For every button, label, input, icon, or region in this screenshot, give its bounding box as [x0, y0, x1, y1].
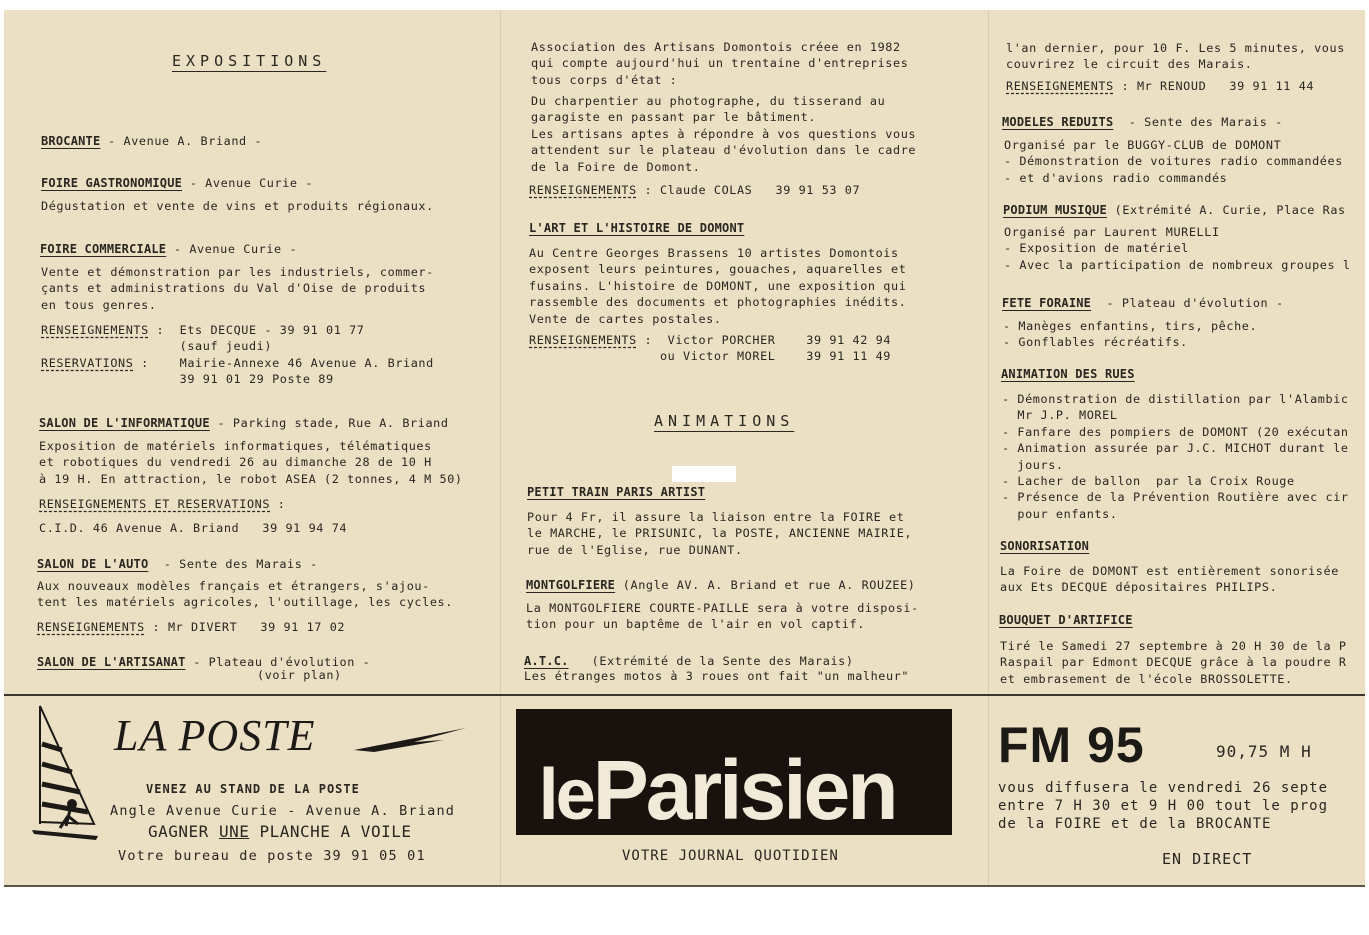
salon-artisanat-sub: (voir plan) — [257, 668, 342, 682]
petit-train-body: Pour 4 Fr, il assure la liaison entre la FOIRE et le MARCHE, le PRISUNIC, la POSTE, ANCIENNE MAIRIE, rue de l'Eglise, rue DUNANT. — [527, 510, 913, 557]
montgolfiere-body: La MONTGOLFIERE COURTE-PAILLE sera à votre disposi- tion pour un baptême de l'air en vol captif. — [526, 601, 919, 632]
bouquet-body: Tiré le Samedi 27 septembre à 20 H 30 de la P Raspail par Edmont DECQUE grâce à la poudre R et embrasement de l'école BROSSOLETTE. — [1000, 639, 1347, 686]
la-poste-line4: Votre bureau de poste 39 91 05 01 — [118, 848, 426, 864]
atc-body: Les étranges motos à 3 roues ont fait "un malheur" — [524, 669, 910, 683]
animation-rues-body: - Démonstration de distillation par l'Alambic Mr J.P. MOREL - Fanfare des pompiers de DOMONT (20 exécutan - Animation assurée par J.C. MICHOT durant le jours. - Lacher de ballon par la Croix Rouge - Présence de la Prévention Routière avec cir pour enfants. — [1002, 392, 1349, 521]
white-patch — [672, 466, 736, 482]
la-poste-logo-text: LA POSTE — [114, 711, 316, 760]
section-title-animations: ANIMATIONS — [654, 412, 795, 430]
art-histoire-renseignements: RENSEIGNEMENTS : Victor PORCHER 39 91 42 94 ou Victor MOREL 39 91 11 49 — [529, 333, 892, 364]
la-poste-line1: VENEZ AU STAND DE LA POSTE — [146, 782, 360, 796]
la-poste-line2: Angle Avenue Curie - Avenue A. Briand — [110, 803, 456, 819]
brochure-page — [4, 10, 1365, 887]
fm-95-name: FM 95 — [998, 717, 1145, 773]
foire-commerciale-heading: FOIRE COMMERCIALE - Avenue Curie - — [40, 242, 298, 256]
ads-divider — [4, 694, 1365, 696]
salon-informatique-address: C.I.D. 46 Avenue A. Briand 39 91 94 74 — [39, 521, 348, 535]
salon-auto-renseignements: RENSEIGNEMENTS : Mr DIVERT 39 91 17 02 — [37, 620, 346, 634]
la-poste-bird-icon — [354, 728, 466, 756]
foire-commerciale-reservations: RESERVATIONS : Mairie-Annexe 46 Avenue A. Briand 39 91 01 29 Poste 89 — [41, 356, 434, 387]
foire-gastronomique-body: Dégustation et vente de vins et produits régionaux. — [41, 199, 434, 213]
modeles-reduits-body: Organisé par le BUGGY-CLUB de DOMONT - Démonstration de voitures radio commandées - et d'avions radio commandés — [1004, 138, 1343, 185]
fm-text: vous diffusera le vendredi 26 septe entre 7 H 30 et 9 H 00 tout le prog de la FOIRE et de la BROCANTE — [998, 780, 1329, 832]
artisans-body-2: Du charpentier au photographe, du tisserand au garagiste en passant par le bâtiment. Les artisans aptes à répondre à vos questions vous attendent sur le plateau d'évolution dans le cadre de la Foire de Domont. — [531, 94, 917, 174]
sailboard-icon — [32, 704, 102, 850]
fete-foraine-body: - Manèges enfantins, tirs, pêche. - Gonflables récréatifs. — [1003, 319, 1258, 350]
le-parisien-tagline: VOTRE JOURNAL QUOTIDIEN — [622, 848, 839, 864]
artisans-renseignements: RENSEIGNEMENTS : Claude COLAS 39 91 53 07 — [529, 183, 861, 197]
petit-train-heading: PETIT TRAIN PARIS ARTIST — [527, 485, 706, 499]
fete-foraine-heading: FETE FORAINE - Plateau d'évolution - — [1002, 296, 1284, 310]
atc-continuation: l'an dernier, pour 10 F. Les 5 minutes, vous couvrirez le circuit des Marais. — [1006, 41, 1345, 72]
salon-auto-body: Aux nouveaux modèles français et étrangers, s'ajou- tent les matériels agricoles, l'outillage, les cycles. — [37, 579, 453, 610]
podium-musique-body: Organisé par Laurent MURELLI - Exposition de matériel - Avec la participation de nombreux groupes l — [1004, 225, 1351, 272]
salon-informatique-heading: SALON DE L'INFORMATIQUE - Parking stade, Rue A. Briand — [39, 416, 449, 430]
fm-en-direct: EN DIRECT — [1162, 850, 1253, 868]
salon-informatique-renseignements: RENSEIGNEMENTS ET RESERVATIONS : — [39, 497, 286, 511]
fm-frequency: 90,75 M H — [1216, 742, 1312, 761]
fold-line-right — [988, 10, 989, 887]
salon-artisanat-heading: SALON DE L'ARTISANAT - Plateau d'évolution - — [37, 655, 371, 669]
brocante-heading: BROCANTE - Avenue A. Briand - — [41, 134, 263, 148]
foire-gastronomique-heading: FOIRE GASTRONOMIQUE - Avenue Curie - — [41, 176, 314, 190]
salon-informatique-body: Exposition de matériels informatiques, télématiques et robotiques du vendredi 26 au dimanche 28 de 10 H à 19 H. En attraction, le robot ASEA (2 tonnes, 4 M 50) — [39, 439, 463, 486]
foire-commerciale-body: Vente et démonstration par les industriels, commer- çants et administrations du Val d'Oise de produits en tous genres. — [41, 265, 434, 312]
salon-auto-heading: SALON DE L'AUTO - Sente des Marais - — [37, 557, 318, 571]
art-histoire-heading: L'ART ET L'HISTOIRE DE DOMONT — [529, 221, 745, 235]
modeles-reduits-heading: MODELES REDUITS - Sente des Marais - — [1002, 115, 1283, 129]
atc-heading: A.T.C. (Extrémité de la Sente des Marais) — [524, 654, 854, 668]
sonorisation-heading: SONORISATION — [1000, 539, 1090, 553]
foire-commerciale-renseignements: RENSEIGNEMENTS : Ets DECQUE - 39 91 01 77 (sauf jeudi) — [41, 323, 365, 354]
section-title-expositions: EXPOSITIONS — [172, 52, 327, 70]
sonorisation-body: La Foire de DOMONT est entièrement sonorisée aux Ets DECQUE dépositaires PHILIPS. — [1000, 564, 1339, 595]
fold-line-left — [500, 10, 501, 887]
montgolfiere-heading: MONTGOLFIERE (Angle AV. A. Briand et rue A. ROUZEE) — [526, 578, 916, 592]
atc-renseignements: RENSEIGNEMENTS : Mr RENOUD 39 91 11 44 — [1006, 79, 1315, 93]
la-poste-line3: GAGNER UNE PLANCHE A VOILE — [148, 822, 412, 841]
podium-musique-heading: PODIUM MUSIQUE (Extrémité A. Curie, Place Ras — [1003, 203, 1346, 217]
le-parisien-logo: leParisien — [516, 709, 952, 835]
bouquet-heading: BOUQUET D'ARTIFICE — [999, 613, 1133, 627]
artisans-body: Association des Artisans Domontois créee en 1982 qui compte aujourd'hui un trentaine d'entreprises tous corps d'état : — [531, 40, 909, 87]
art-histoire-body: Au Centre Georges Brassens 10 artistes Domontois exposent leurs peintures, gouaches, aquarelles et fusains. L'histoire de DOMONT, une exposition qui rassemble des documents et photographies inédits. Vente de cartes postales. — [529, 246, 907, 326]
animation-rues-heading: ANIMATION DES RUES — [1001, 367, 1135, 381]
